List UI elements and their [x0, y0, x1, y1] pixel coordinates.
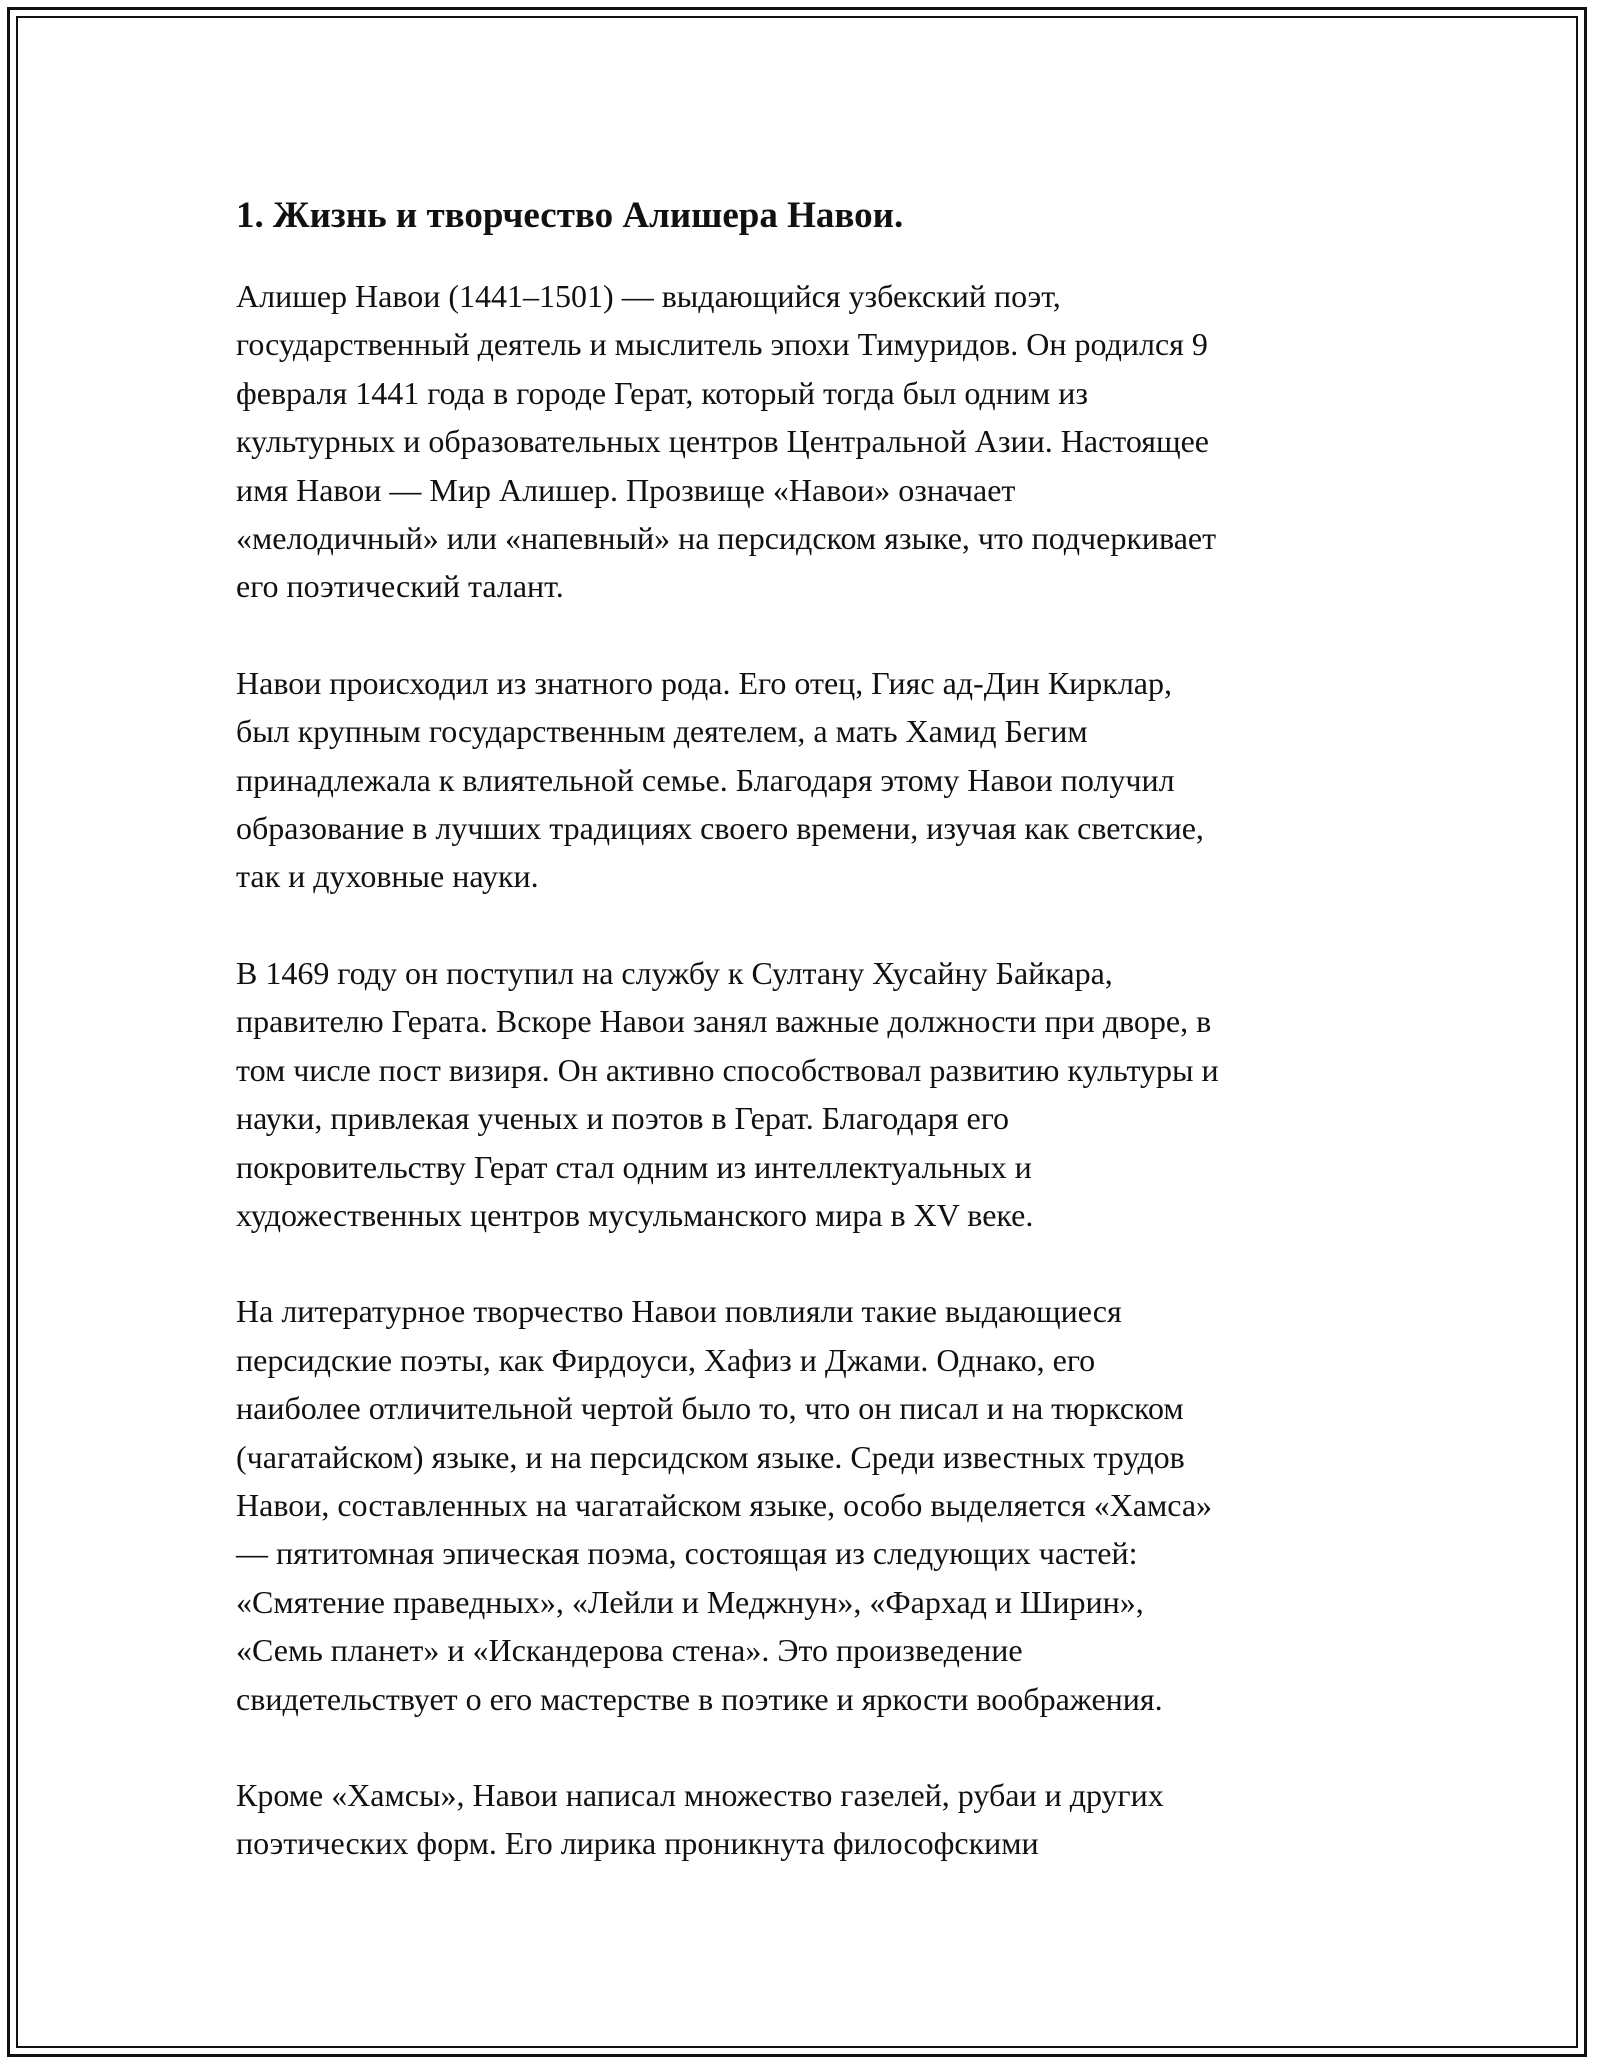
- text-line: покровительству Герат стал одним из интеллектуальных и: [236, 1148, 1032, 1185]
- text-line: свидетельствует о его мастерстве в поэтике и яркости воображения.: [236, 1680, 1163, 1717]
- text-line: культурных и образовательных центров Центральной Азии. Настоящее: [236, 423, 1209, 460]
- text-line: Навои, составленных на чагатайском языке, особо выделяется «Хамса»: [236, 1486, 1213, 1523]
- text-line: наиболее отличительной чертой было то, что он писал и на тюркском: [236, 1390, 1184, 1427]
- text-line: На литературное творчество Навои повлияли такие выдающиеся: [236, 1293, 1122, 1330]
- text-line: образование в лучших традициях своего времени, изучая как светские,: [236, 810, 1204, 847]
- paragraph-biography: [236, 272, 1396, 611]
- paragraph-service: [236, 949, 1396, 1239]
- text-line: имя Навои — Мир Алишер. Прозвище «Навои» означает: [236, 471, 1016, 508]
- text-line: государственный деятель и мыслитель эпохи Тимуридов. Он родился 9: [236, 326, 1208, 363]
- section-heading: 1. Жизнь и творчество Алишера Навои.: [236, 195, 904, 236]
- text-line: так и духовные науки.: [236, 858, 539, 895]
- text-line: поэтических форм. Его лирика проникнута философскими: [236, 1825, 1039, 1862]
- text-line: науки, привлекая ученых и поэтов в Герат. Благодаря его: [236, 1100, 1010, 1137]
- text-line: «Смятение праведных», «Лейли и Меджнун», «Фархад и Ширин»,: [236, 1583, 1144, 1620]
- paragraph-origin: [236, 659, 1396, 901]
- text-line: художественных центров мусульманского мира в XV веке.: [236, 1196, 1034, 1233]
- text-line: «мелодичный» или «напевный» на персидском языке, что подчеркивает: [236, 520, 1217, 557]
- text-line: Алишер Навои (1441–1501) — выдающийся узбекский поэт,: [236, 278, 1061, 314]
- text-line: В 1469 году он поступил на службу к Султану Хусайну Байкара,: [236, 954, 1113, 991]
- text-line: «Семь планет» и «Искандерова стена». Это произведение: [236, 1632, 1023, 1669]
- text-line: Кроме «Хамсы», Навои написал множество газелей, рубаи и других: [236, 1776, 1164, 1813]
- text-line: принадлежала к влиятельной семье. Благодаря этому Навои получил: [236, 761, 1175, 798]
- text-line: февраля 1441 года в городе Герат, который тогда был одним из: [236, 374, 1088, 411]
- text-line: (чагатайском) языке, и на персидском языке. Среди известных трудов: [236, 1438, 1185, 1475]
- text-line: — пятитомная эпическая поэма, состоящая из следующих частей:: [236, 1535, 1138, 1572]
- document-body: [236, 186, 1396, 1916]
- paragraph-literary-work: [236, 1287, 1396, 1723]
- text-line: том числе пост визиря. Он активно способствовал развитию культуры и: [236, 1051, 1219, 1088]
- text-line: персидские поэты, как Фирдоуси, Хафиз и Джами. Однако, его: [236, 1341, 1096, 1378]
- text-line: был крупным государственным деятелем, а мать Хамид Бегим: [236, 713, 1088, 750]
- text-line: правителю Герата. Вскоре Навои занял важные должности при дворе, в: [236, 1003, 1212, 1040]
- paragraph-lyrics: [236, 1771, 1396, 1868]
- text-line: Навои происходил из знатного рода. Его отец, Гияс ад-Дин Кирклар,: [236, 664, 1172, 701]
- text-line: его поэтический талант.: [236, 568, 564, 605]
